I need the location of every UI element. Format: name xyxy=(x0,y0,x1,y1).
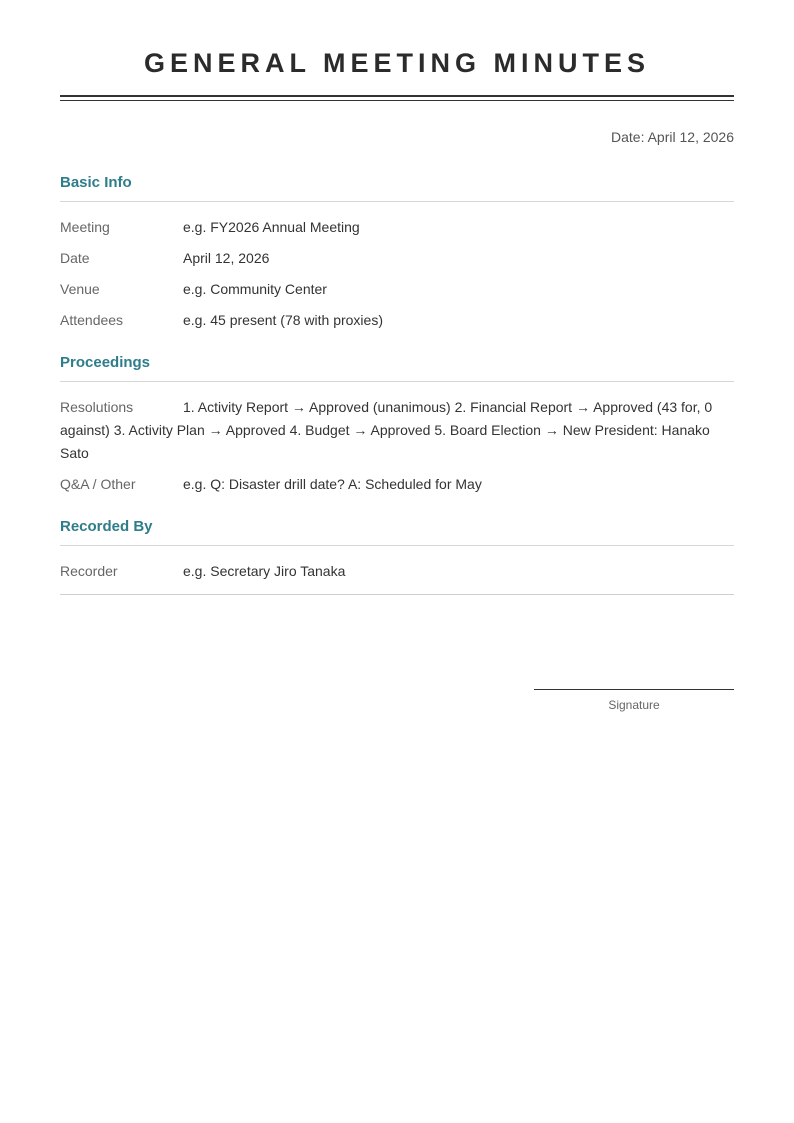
section-divider xyxy=(60,381,734,382)
field-resolutions xyxy=(60,396,734,465)
field-label: Resolutions xyxy=(60,399,134,415)
field-label: Q&A / Other xyxy=(60,476,136,492)
field-value: April 12, 2026 xyxy=(183,250,270,266)
section-title-recorded-by: Recorded By xyxy=(60,518,153,535)
field-label: Attendees xyxy=(60,312,124,328)
section-basic-info xyxy=(60,173,734,332)
section-divider xyxy=(60,201,734,202)
section-title-basic-info: Basic Info xyxy=(60,174,132,191)
document-title: GENERAL MEETING MINUTES xyxy=(143,48,651,78)
field-attendees xyxy=(60,309,734,332)
field-value: 1. Activity Report → Approved (unanimous) 2. Financial Report → Approved (43 for, 0 against) 3. Activity Plan → Approved 4. Budget → Approved 5. Board Election → New President: Hanako Sato xyxy=(60,399,713,461)
section-divider xyxy=(60,545,734,546)
section-title-proceedings: Proceedings xyxy=(60,354,151,371)
section-proceedings xyxy=(60,353,734,496)
field-value: e.g. FY2026 Annual Meeting xyxy=(183,219,360,235)
field-date xyxy=(60,247,734,270)
field-label: Meeting xyxy=(60,219,110,235)
signature-line xyxy=(534,689,734,690)
document-date: Date: April 12, 2026 xyxy=(611,129,734,145)
field-venue xyxy=(60,278,734,301)
field-recorder xyxy=(60,560,734,583)
field-label: Venue xyxy=(60,281,100,297)
field-qa-other xyxy=(60,473,734,496)
field-meeting xyxy=(60,216,734,239)
section-recorded-by xyxy=(60,517,734,583)
field-label: Date xyxy=(60,250,90,266)
footer-divider xyxy=(60,594,734,595)
title-divider xyxy=(60,95,734,101)
field-value: e.g. Secretary Jiro Tanaka xyxy=(183,563,346,579)
field-value: e.g. Community Center xyxy=(183,281,327,297)
field-value: e.g. 45 present (78 with proxies) xyxy=(183,312,383,328)
field-value: e.g. Q: Disaster drill date? A: Scheduled for May xyxy=(183,476,482,492)
signature-label: Signature xyxy=(608,698,660,712)
field-label: Recorder xyxy=(60,563,118,579)
